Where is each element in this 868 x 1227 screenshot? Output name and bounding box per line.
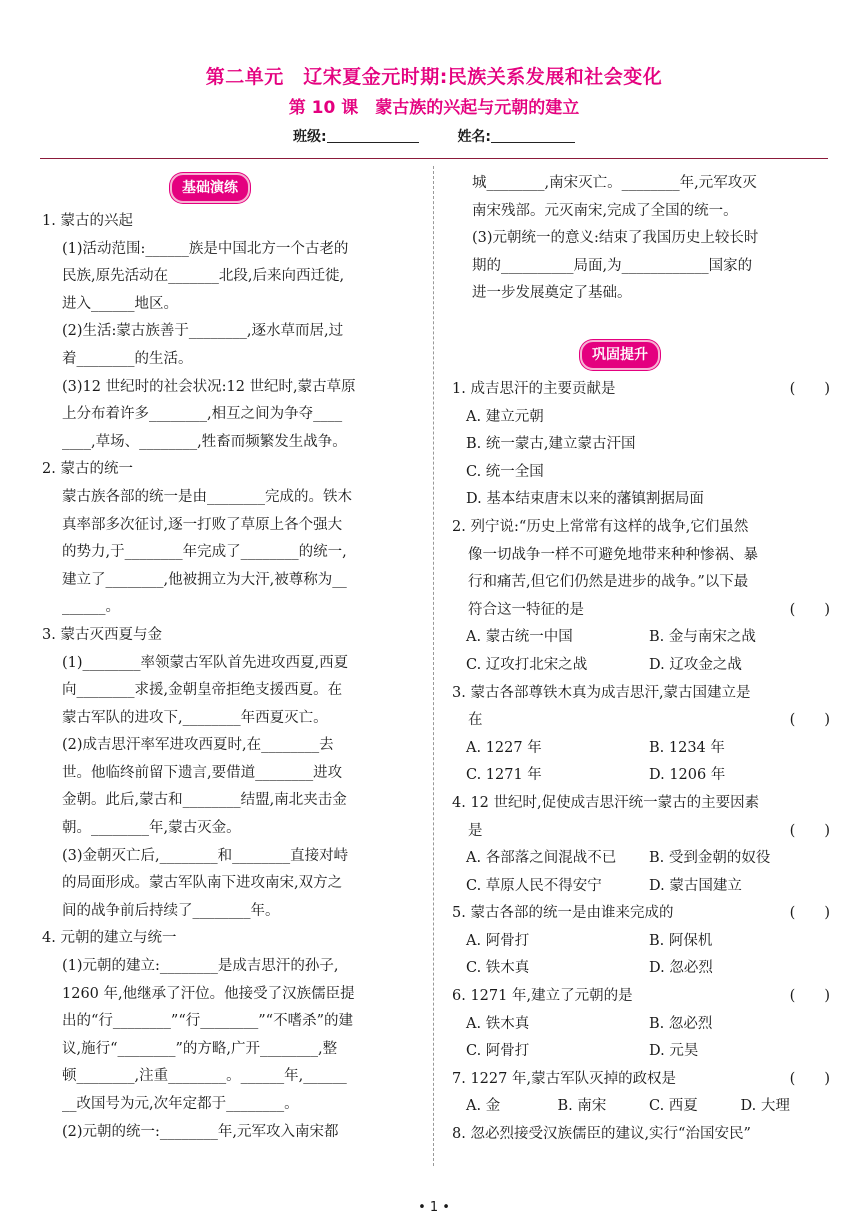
question-stem xyxy=(452,1121,832,1149)
question-text: 行和痛苦,但它们仍然是进步的战争。”以下最 xyxy=(468,574,749,591)
answer-option[interactable]: C. 1271 年 xyxy=(466,767,542,784)
answer-option[interactable]: B. 统一蒙古,建立蒙古汗国 xyxy=(466,436,636,453)
class-blank[interactable] xyxy=(327,128,419,143)
question-stem xyxy=(452,376,832,404)
text-line: 期的__________局面,为____________国家的 xyxy=(472,257,753,274)
answer-option[interactable]: C. 西夏 xyxy=(649,1098,698,1115)
answer-option[interactable]: B. 阿保机 xyxy=(649,932,713,949)
answer-option[interactable]: D. 基本结束唐末以来的藩镇割据局面 xyxy=(466,491,704,508)
text-line: (3)12 世纪时的社会状况:12 世纪时,蒙古草原 xyxy=(62,378,356,395)
answer-paren[interactable]: ( ) xyxy=(789,905,830,922)
question-stem xyxy=(452,680,832,708)
page-number: • 1 • xyxy=(418,1200,450,1215)
text-line: ______。 xyxy=(62,599,120,616)
answer-option[interactable]: A. 建立元朝 xyxy=(466,408,544,425)
answer-option[interactable]: A. 铁木真 xyxy=(466,1015,530,1032)
text-line: 朝。________年,蒙古灭金。 xyxy=(62,820,241,837)
answer-option[interactable]: D. 忽必烈 xyxy=(649,960,713,977)
answer-option[interactable]: A. 蒙古统一中国 xyxy=(466,629,573,646)
answer-option[interactable]: B. 金与南宋之战 xyxy=(649,629,756,646)
text-line: (3)元朝统一的意义:结束了我国历史上较长时 xyxy=(472,230,759,247)
class-name-line xyxy=(0,126,868,146)
text-line: 顿________,注重________。______年,______ xyxy=(62,1068,347,1085)
question-stem xyxy=(452,514,832,542)
text-line: 金朝。此后,蒙古和________结盟,南北夹击金 xyxy=(62,792,347,809)
unit-title: 第二单元 辽宋夏金元时期:民族关系发展和社会变化 xyxy=(205,66,663,88)
text-line: 真率部多次征讨,逐一打败了草原上各个强大 xyxy=(62,516,343,533)
answer-option[interactable]: D. 辽攻金之战 xyxy=(649,656,742,673)
consolidate-questions xyxy=(452,376,832,1149)
answer-option[interactable]: D. 大理 xyxy=(740,1098,790,1115)
text-line: (1)元朝的建立:________是成吉思汗的孙子, xyxy=(62,958,339,975)
answer-option[interactable]: B. 受到金朝的奴役 xyxy=(649,850,771,867)
answer-option[interactable]: C. 阿骨打 xyxy=(466,1043,530,1060)
question-text: 1. 成吉思汗的主要贡献是 xyxy=(452,381,616,397)
answer-paren[interactable]: ( ) xyxy=(789,381,830,397)
answer-option[interactable]: A. 1227 年 xyxy=(466,739,542,756)
text-line: 出的“行________”“行________”“不嗜杀”的建 xyxy=(62,1013,353,1030)
text-line: 民族,原先活动在_______北段,后来向西迁徙, xyxy=(62,268,345,285)
section-badge-basic: 基础演练 xyxy=(170,173,250,203)
question-text: 是 xyxy=(468,822,483,839)
text-line: 着________的生活。 xyxy=(62,350,193,367)
text-line: 议,施行“________”的方略,广开________,整 xyxy=(62,1040,338,1057)
text-line: 城________,南宋灭亡。________年,元军攻灭 xyxy=(472,175,757,191)
text-line: (2)生活:蒙古族善于________,逐水草而居,过 xyxy=(62,323,344,340)
question-text: 在 xyxy=(468,712,483,729)
question-stem xyxy=(452,707,832,735)
name-label: 姓名: xyxy=(457,129,492,145)
question-text: 6. 1271 年,建立了元朝的是 xyxy=(452,988,633,1005)
question-stem xyxy=(452,1066,832,1094)
column-divider xyxy=(433,166,434,1166)
question-stem xyxy=(452,900,832,928)
question-stem xyxy=(452,818,832,846)
answer-paren[interactable]: ( ) xyxy=(789,712,830,729)
answer-option[interactable]: D. 元昊 xyxy=(649,1043,699,1060)
answer-option[interactable]: C. 辽攻打北宋之战 xyxy=(466,656,588,673)
answer-option[interactable]: A. 各部落之间混战不已 xyxy=(466,850,617,867)
question-text: 像一切战争一样不可避免地带来种种惨祸、暴 xyxy=(468,546,758,563)
answer-paren[interactable]: ( ) xyxy=(789,822,830,839)
question-text: 5. 蒙古各部的统一是由谁来完成的 xyxy=(452,905,674,922)
text-line: 3. 蒙古灭西夏与金 xyxy=(42,626,162,643)
lesson-title: 第 10 课 蒙古族的兴起与元朝的建立 xyxy=(288,98,580,118)
name-blank[interactable] xyxy=(491,128,575,143)
text-line: (1)活动范围:______族是中国北方一个古老的 xyxy=(62,240,349,257)
text-line: 4. 元朝的建立与统一 xyxy=(42,930,177,947)
text-line: 世。他临终前留下遗言,要借道________进攻 xyxy=(62,764,343,781)
text-line: 间的战争前后持续了________年。 xyxy=(62,902,280,919)
text-line: __改国号为元,次年定都于________。 xyxy=(62,1096,299,1112)
text-line: 建立了________,他被拥立为大汗,被尊称为__ xyxy=(62,571,347,588)
header-divider xyxy=(40,158,828,159)
text-line: 蒙古族各部的统一是由________完成的。铁木 xyxy=(62,488,352,505)
text-line: 的势力,于________年完成了________的统一, xyxy=(62,544,347,561)
question-text: 8. 忽必烈接受汉族儒臣的建议,实行“治国安民” xyxy=(452,1126,751,1143)
section-badge-consolidate: 巩固提升 xyxy=(580,340,660,370)
right-column xyxy=(452,170,832,308)
question-stem xyxy=(452,569,832,597)
answer-paren[interactable]: ( ) xyxy=(789,601,830,618)
answer-paren[interactable]: ( ) xyxy=(789,988,830,1005)
question-stem xyxy=(452,597,832,625)
question-text: 4. 12 世纪时,促使成吉思汗统一蒙古的主要因素 xyxy=(452,794,760,811)
text-line: ____,草场、________,牲畜而频繁发生战争。 xyxy=(62,433,347,450)
text-line: 1260 年,他继承了汗位。他接受了汉族儒臣提 xyxy=(62,985,355,1002)
answer-option[interactable]: D. 蒙古国建立 xyxy=(649,877,742,894)
answer-option[interactable]: A. 金 xyxy=(466,1098,501,1115)
text-line: 1. 蒙古的兴起 xyxy=(42,213,133,229)
answer-option[interactable]: B. 忽必烈 xyxy=(649,1015,713,1032)
text-line: (2)成吉思汗率军进攻西夏时,在________去 xyxy=(62,737,334,754)
text-line: 进入______地区。 xyxy=(62,295,178,312)
answer-option[interactable]: C. 草原人民不得安宁 xyxy=(466,877,602,894)
question-text: 符合这一特征的是 xyxy=(468,601,584,618)
answer-paren[interactable]: ( ) xyxy=(789,1070,830,1087)
text-line: 2. 蒙古的统一 xyxy=(42,461,133,478)
text-line: 南宋残部。元灭南宋,完成了全国的统一。 xyxy=(472,202,738,219)
text-line: (2)元朝的统一:________年,元军攻入南宋都 xyxy=(62,1123,339,1140)
question-stem xyxy=(452,983,832,1011)
answer-option[interactable]: B. 1234 年 xyxy=(649,739,725,756)
class-label: 班级: xyxy=(292,129,327,145)
text-line: 进一步发展奠定了基础。 xyxy=(472,285,632,302)
text-line: 蒙古军队的进攻下,________年西夏灭亡。 xyxy=(62,709,328,726)
text-line: 向________求援,金朝皇帝拒绝支援西夏。在 xyxy=(62,682,343,699)
text-line: (3)金朝灭亡后,________和________直接对峙 xyxy=(62,847,349,864)
answer-option[interactable]: D. 1206 年 xyxy=(649,767,726,784)
answer-option[interactable]: A. 阿骨打 xyxy=(466,932,530,949)
answer-option[interactable]: C. 铁木真 xyxy=(466,960,530,977)
question-stem xyxy=(452,542,832,570)
answer-option[interactable]: B. 南宋 xyxy=(557,1098,607,1115)
text-line: 上分布着许多________,相互之间为争夺____ xyxy=(62,406,343,423)
basic-exercises xyxy=(42,208,420,1146)
question-text: 3. 蒙古各部尊铁木真为成吉思汗,蒙古国建立是 xyxy=(452,684,751,701)
question-stem xyxy=(452,790,832,818)
question-text: 2. 列宁说:“历史上常常有这样的战争,它们虽然 xyxy=(452,518,749,535)
text-line: 的局面形成。蒙古军队南下进攻南宋,双方之 xyxy=(62,875,343,892)
text-line: (1)________率领蒙古军队首先进攻西夏,西夏 xyxy=(62,654,349,671)
answer-option[interactable]: C. 统一全国 xyxy=(466,463,544,480)
question-text: 7. 1227 年,蒙古军队灭掉的政权是 xyxy=(452,1070,677,1087)
